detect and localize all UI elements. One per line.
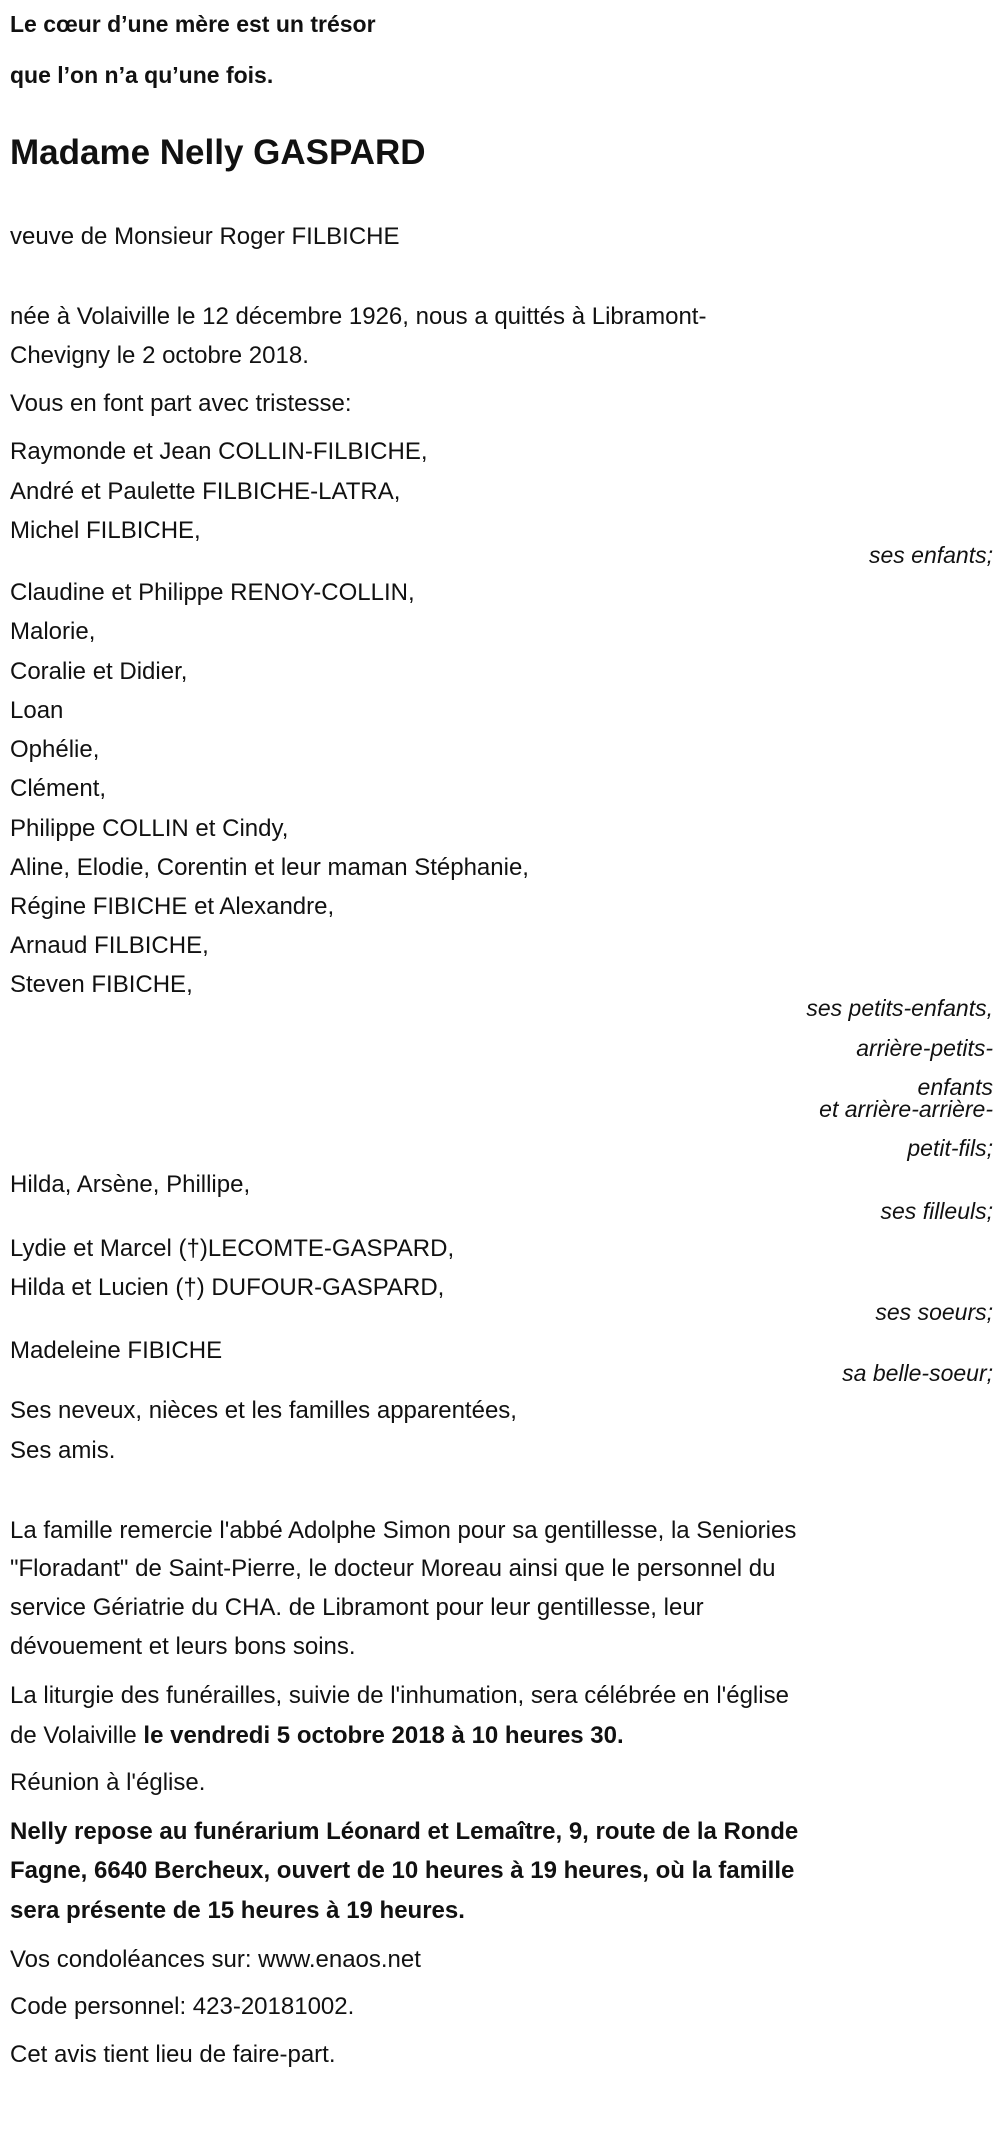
relation-label: ses filleuls; (880, 1198, 993, 1224)
relation-label: ses petits-enfants, (806, 995, 993, 1021)
liturgy-line (10, 1716, 624, 1756)
funeral-home-line: sera présente de 15 heures à 19 heures. (10, 1897, 465, 1924)
thanks-line: La famille remercie l'abbé Adolphe Simon pour sa gentillesse, la Seniories (10, 1517, 797, 1544)
relation-label: et arrière-arrière- (819, 1096, 993, 1122)
grandchild-name: Coralie et Didier, (10, 658, 188, 685)
condolences: Vos condoléances sur: www.enaos.net (10, 1946, 421, 1973)
relation-label: ses enfants; (868, 542, 993, 568)
child-name: André et Paulette FILBICHE-LATRA, (10, 478, 401, 505)
meeting: Réunion à l'église. (10, 1769, 206, 1796)
thanks-line: "Floradant" de Saint-Pierre, le docteur Moreau ainsi que le personnel du (10, 1555, 776, 1582)
child-name: Raymonde et Jean COLLIN-FILBICHE, (10, 438, 428, 465)
sister-name: Hilda et Lucien (†) DUFOUR-GASPARD, (10, 1274, 445, 1301)
sister-name: Lydie et Marcel (†)LECOMTE-GASPARD, (10, 1235, 455, 1262)
grandchild-name: Loan (10, 697, 64, 724)
liturgy-line: La liturgie des funérailles, suivie de l'inhumation, sera célébrée en l'église (10, 1682, 789, 1709)
sister-in-law-name: Madeleine FIBICHE (10, 1337, 223, 1364)
widow-of: veuve de Monsieur Roger FILBICHE (10, 223, 400, 250)
motto-line: que l’on n’a qu’une fois. (10, 62, 274, 88)
thanks-line: dévouement et leurs bons soins. (10, 1633, 356, 1660)
page-title: Madame Nelly GASPARD (10, 133, 426, 172)
funeral-home-line: Nelly repose au funérarium Léonard et Lemaître, 9, route de la Ronde (10, 1818, 799, 1845)
others-line: Ses amis. (10, 1437, 116, 1464)
grandchild-name: Claudine et Philippe RENOY-COLLIN, (10, 579, 415, 606)
relation-label: arrière-petits- (856, 1035, 993, 1061)
relation-label: ses soeurs; (875, 1299, 993, 1325)
grandchild-name: Ophélie, (10, 736, 100, 763)
others-line: Ses neveux, nièces et les familles apparentées, (10, 1397, 517, 1424)
closing: Cet avis tient lieu de faire-part. (10, 2041, 336, 2068)
birth-death-line: Chevigny le 2 octobre 2018. (10, 342, 309, 369)
grandchild-name: Aline, Elodie, Corentin et leur maman Stéphanie, (10, 854, 529, 881)
godchild-name: Hilda, Arsène, Phillipe, (10, 1171, 251, 1198)
liturgy-datetime: le vendredi 5 octobre 2018 à 10 heures 30. (143, 1722, 624, 1749)
motto-line: Le cœur d’une mère est un trésor (10, 11, 376, 37)
announce: Vous en font part avec tristesse: (10, 390, 352, 417)
grandchild-name: Steven FIBICHE, (10, 971, 193, 998)
grandchild-name: Régine FIBICHE et Alexandre, (10, 893, 335, 920)
grandchild-name: Clément, (10, 775, 107, 802)
child-name: Michel FILBICHE, (10, 517, 201, 544)
funeral-home-line: Fagne, 6640 Bercheux, ouvert de 10 heures à 19 heures, où la famille (10, 1857, 795, 1884)
relation-label: sa belle-soeur; (842, 1360, 993, 1386)
grandchild-name: Arnaud FILBICHE, (10, 932, 209, 959)
personal-code: Code personnel: 423-20181002. (10, 1993, 355, 2020)
liturgy-place: de Volaiville (10, 1722, 144, 1749)
thanks-line: service Gériatrie du CHA. de Libramont pour leur gentillesse, leur (10, 1594, 704, 1621)
relation-label: petit-fils; (907, 1135, 993, 1161)
grandchild-name: Malorie, (10, 618, 96, 645)
birth-death-line: née à Volaiville le 12 décembre 1926, nous a quittés à Libramont- (10, 303, 707, 330)
relation-label: enfants (917, 1074, 993, 1100)
grandchild-name: Philippe COLLIN et Cindy, (10, 815, 289, 842)
